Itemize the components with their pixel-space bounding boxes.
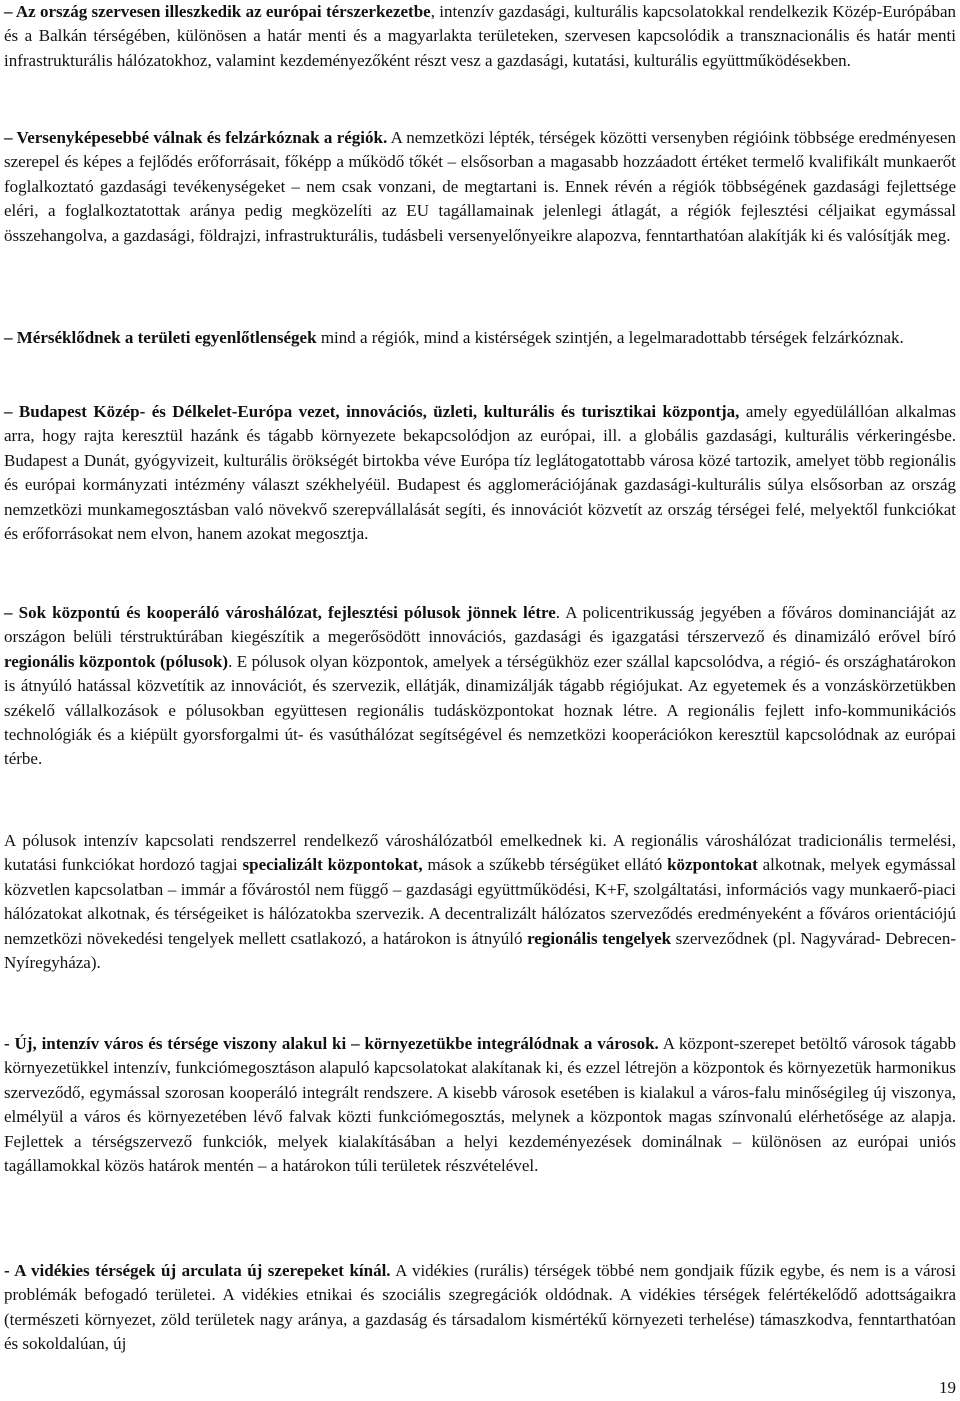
paragraph-towns <box>4 1032 956 1178</box>
bold-text-run: - Új, intenzív város és térsége viszony alakul ki – környezetükbe integrálódnak a városok. <box>4 1034 659 1053</box>
bold-text-run: központokat <box>667 855 758 875</box>
text-run: A vidékies (rurális) térségek többé nem gondjaik fűzik egybe, és nem is a városi problémák befogadó területei. A vidékies etnikai és szociális szegregációk oldódnak. A vidékies térségek felértékelődő adottságaikra (természeti környezet, zöld területek nagy aránya, a gazdaság és társadalom kismértékű környezeti terhelése) támaszkodva, fenntarthatóan és sokoldalúan, új <box>4 1261 956 1354</box>
text-run: A pólusok intenzív kapcsolati rendszerrel rendelkező városhálózatból emelkednek ki. A regionális városhálózat tradicionális termelési, kutatási funkciókat hordozó tagjai <box>4 831 956 875</box>
paragraph-rural <box>4 1259 956 1357</box>
text-run: A központ-szerepet betöltő városok tágabb környezetükkel intenzív, funkciómegosztáson alapuló kapcsolatokat alakítanak ki, és ezzel létrejön a központok és környezetük harmonikus szerveződő, egymással szorosan kooperáló integrált rendszere. A kisebb városok esetében is kialakul a város-falu minőségileg új viszonya, elmélyül a város és környezetében lévő falvak közti funkciómegosztás, melynek a központok magas színvonalú elérhetősége az alapja. Fejlettek a térségszervező funkciók, melyek kialakításában a helyi kezdeményezések dominálnak – különösen az európai uniós tagállamokkal közös határok mentén – a határokon túli területek részvételével. <box>4 1034 956 1176</box>
paragraph-poles <box>4 829 956 975</box>
paragraph-competitiveness <box>4 126 956 248</box>
text-run: A nemzetközi lépték, térségek közötti versenyben régióink többsége eredményesen szerepel és képes a fejlődés erőforrásait, főképp a működő tőkét – elsősorban a magasabb hozzáadott értéket termelő kvalifikált munkaerőt foglalkoztató gazdasági tevékenységeket – nem csak vonzani, de megtartani is. Ennek révén a régiók többségének gazdasági fejlettsége eléri, a foglalkoztatottak aránya pedig megközelíti az EU tagállamainak jelenlegi átlagát, a régiók fejlesztési céljaikat egymással összehangolva, a gazdasági, földrajzi, infrastrukturális, tudásbeli versenyelőnyeikre alapozva, fenntarthatóan alakítják ki és valósítják meg. <box>4 128 956 245</box>
text-run: szerveződnek (pl. Nagyvárad- Debrecen-Nyíregyháza). <box>4 928 957 973</box>
bold-text-run: – Sok központú és kooperáló városhálózat, fejlesztési pólusok jönnek létre <box>4 603 556 622</box>
bold-text-run: – Versenyképesebbé válnak és felzárkóznak a régiók. <box>4 128 388 147</box>
bold-text-run: specializált központokat, <box>242 855 423 875</box>
text-run: alkotnak, melyek egymással közvetlen kapcsolatban – immár a fővárostól nem függő – gazdasági együttműködési, K+F, szolgáltatási, információs vagy munkaerő-piaci hálózatokat alkotnak, és térségeiket is hálózatokba szervezik. A decentralizált hálózatos szerveződés eredményeként a főváros orientációjú nemzetközi növekedési tengelyek mellett csatlakozó, a határokon is átnyúló <box>4 855 956 948</box>
bold-text-run: regionális központok (pólusok) <box>4 651 229 671</box>
page-number: 19 <box>939 1378 956 1397</box>
text-run: . E pólusok olyan központok, amelyek a térségükhöz ezer szállal kapcsolódva, a régió- és országhatárokon is átnyúló hatással közvetítik az innovációt, és szervezik, ellátják, dinamizálják tágabb régiójukat. Az egyetemek és a vonzáskörzetükben székelő vállalkozások e pólusokban együttesen regionális tudásközpontokat hoznak létre. A regionális fejlett info-kommunikációs technológiák és a kiépült gyorsforgalmi út- és vasúthálózat segítségével és nemzetközi kooperációkon keresztül kapcsolódnak az európai térbe. <box>4 651 957 769</box>
bold-text-run: – Mérséklődnek a területi egyenlőtlenségek <box>4 328 317 347</box>
paragraph-city-network <box>4 601 956 772</box>
paragraph-inequalities <box>4 326 956 350</box>
text-run: mások a szűkebb térségüket ellátó <box>422 855 668 875</box>
text-run: amely egyedülállóan alkalmas arra, hogy rajta keresztül hazánk és tágabb környezete bekapcsolódjon az európai, ill. a globális gazdasági, kulturális vérkeringésbe. Budapest a Dunát, gyógyvizeit, kulturális örökségét birtokba véve Európa tíz leglátogatottabb városa közé tartozik, amelyet több regionális és európai kormányzati intézmény választ székhelyéül. Budapest és agglomerációjának gazdasági-kulturális súlya elsősorban az ország nemzetközi munkamegosztásban való növekvő szerepvállalását segíti, és innovációt közvetít az ország térségei felé, melyektől funkciókat és erőforrásokat nem elvon, hanem azokat megosztja. <box>4 402 956 544</box>
paragraph-integration <box>4 0 956 73</box>
bold-text-run: – Budapest Közép- és Délkelet-Európa vezet, innovációs, üzleti, kulturális és turisztikai központja, <box>4 402 740 421</box>
text-run: mind a régiók, mind a kistérségek szintjén, a legelmaradottabb térségek felzárkóznak. <box>316 328 904 347</box>
bold-text-run: - A vidékies térségek új arculata új szerepeket kínál. <box>4 1261 391 1280</box>
paragraph-budapest <box>4 400 956 546</box>
bold-text-run: regionális tengelyek <box>527 928 672 948</box>
text-run: . A policentrikusság jegyében a főváros dominanciáját az országon belüli térstruktúrában kiegészítik a megerősödött innovációs, gazdasági és igazgatási térszervező és dinamizáló erővel bíró <box>4 603 956 647</box>
bold-text-run: – Az ország szervesen illeszkedik az európai térszerkezetbe <box>4 2 431 21</box>
text-run: , intenzív gazdasági, kulturális kapcsolatokkal rendelkezik Közép-Európában és a Balkán térségében, különösen a határ menti és a magyarlakta területeken, szervesen kapcsolódik a transznacionális és határ menti infrastrukturális hálózatokhoz, valamint kezdeményezőként részt vesz a gazdasági, kutatási, kulturális együttműködésekben. <box>4 2 956 70</box>
